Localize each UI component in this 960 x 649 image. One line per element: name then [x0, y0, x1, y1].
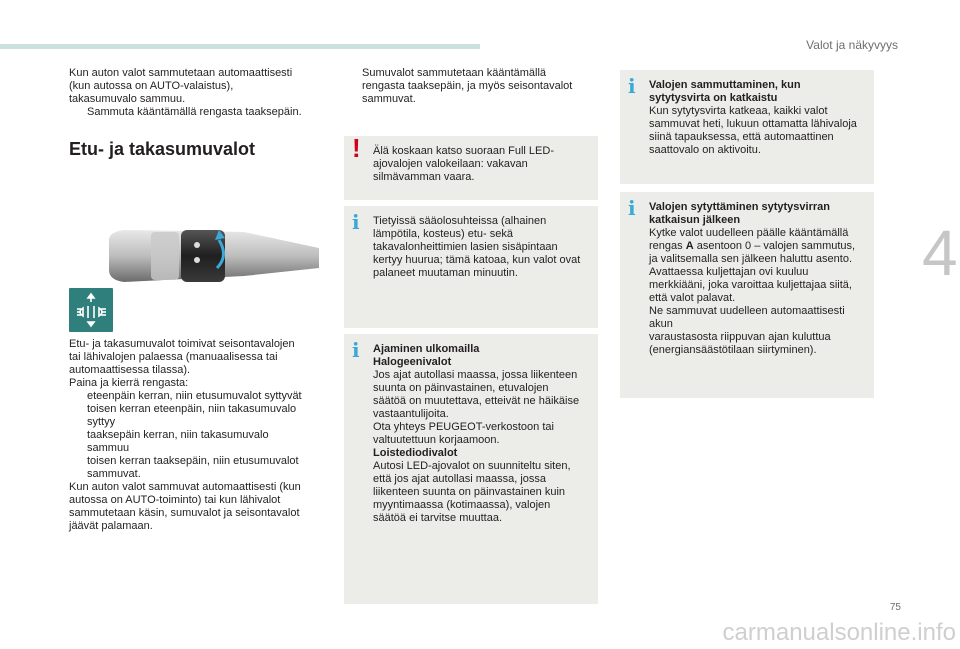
bullet-item: eteenpäin kerran, niin etusumuvalot syttyvät: [87, 390, 302, 402]
section-title: Valot ja näkyvyys: [806, 38, 898, 52]
fog-light-off-paragraph: [344, 67, 600, 106]
warning-icon: !: [352, 133, 361, 163]
light-stalk-illustration: [69, 210, 331, 300]
warning-box: ! Älä koskaan katso suoraan Full LED- ajovalojen valokeilaan: vakavan silmävamman vaara.: [344, 136, 598, 200]
bullet-item: toisen kerran eteenpäin, niin takasumuvalo syttyy: [87, 403, 297, 428]
fog-light-icon: [69, 288, 113, 332]
chapter-tab: [912, 205, 960, 315]
bullet-item: Sammuta kääntämällä rengasta taaksepäin.: [87, 106, 302, 118]
info-box-lights-off: i Valojen sammuttaminen, kun sytytysvirta on katkaistu Kun sytytysvirta katkeaa, kaikki valot sammuvat heti, lukuun ottamatta lähivaloja siinä tapauksessa, että automaattinen saattovalo on aktivoitu.: [620, 70, 874, 184]
fog-light-instructions: Etu- ja takasumuvalot toimivat seisontavalojen tai lähivalojen palaessa (manuaalisessa tai automaattisessa tilassa). Paina ja kierrä rengasta: eteenpäin kerran, niin etusumuvalot syttyvät toisen kerran eteenpäin, niin takasumuvalo syttyy taaksepäin kerran, niin takasumuvalo sammuu toisen kerran taaksepäin, niin etusumuvalot sammuvat. Kun auton valot sammuvat automaattisesti (kun autossa on AUTO-toiminto) tai kun lähivalot sammutetaan käsin, sumuvalot ja seisontavalot jäävät palamaan.: [69, 338, 333, 533]
info-box-condensation: i Tietyissä sääolosuhteissa (alhainen lämpötila, kosteus) etu- sekä takavalonheittimien lasien sisäpintaan kertyy huurua; tämä katoaa, kun valot ovat palaneet muutaman minuutin.: [344, 206, 598, 328]
info-icon: i: [352, 338, 360, 362]
intro-paragraph: Kun auton valot sammutetaan automaattisesti (kun autossa on AUTO-valaistus), takasumuvalo sammuu. Sammuta kääntämällä rengasta taaksepäin.: [69, 67, 331, 119]
bullet-item: toisen kerran taaksepäin, niin etusumuvalot sammuvat.: [87, 455, 299, 480]
info-icon: i: [628, 196, 636, 220]
bullet-item: taaksepäin kerran, niin takasumuvalo sammuu: [87, 429, 269, 454]
watermark: carmanualsonline.info: [616, 620, 960, 646]
info-box-driving-abroad: i Ajaminen ulkomailla Halogeenivalot Jos ajat autollasi maassa, jossa liikenteen suunta on päinvastainen, etuvalojen säätöä on muutettava, etteivät ne häikäise vastaantulijoita. Ota yhteys PEUGEOT-verkostoon tai valtuutettuun korjaamoon. Loistediodivalot Autosi LED-ajovalot on suunniteltu siten, että jos ajat autollasi maassa, jossa liikenteen suunta on päinvastainen kuin myyntimaassa (kotimaassa), valojen säätöä ei tarvitse muuttaa.: [344, 334, 598, 604]
page-heading: Etu- ja takasumuvalot: [69, 139, 256, 159]
info-icon: i: [352, 210, 360, 234]
bullet-item: Sumuvalot sammutetaan kääntämällä rengasta taaksepäin, ja myös seisontavalot sammuvat.: [362, 67, 573, 105]
chapter-number: 4: [922, 217, 958, 289]
info-box-lights-on: i Valojen sytyttäminen sytytysvirran katkaisun jälkeen Kytke valot uudelleen päälle kääntämällä rengas A asentoon 0 – valojen sammutus, ja valitsemalla sen jälkeen haluttu asento. Avattaessa kuljettajan ovi kuuluu merkkiääni, joka varoittaa kuljettajaa siitä, että valot palavat. Ne sammuvat uudelleen automaattisesti akun varaustasosta riippuvan ajan kuluttua (energiansäästötilaan siirtyminen).: [620, 192, 874, 398]
info-icon: i: [628, 74, 636, 98]
top-accent-bar: [0, 44, 480, 49]
page-number: 75: [889, 602, 901, 613]
